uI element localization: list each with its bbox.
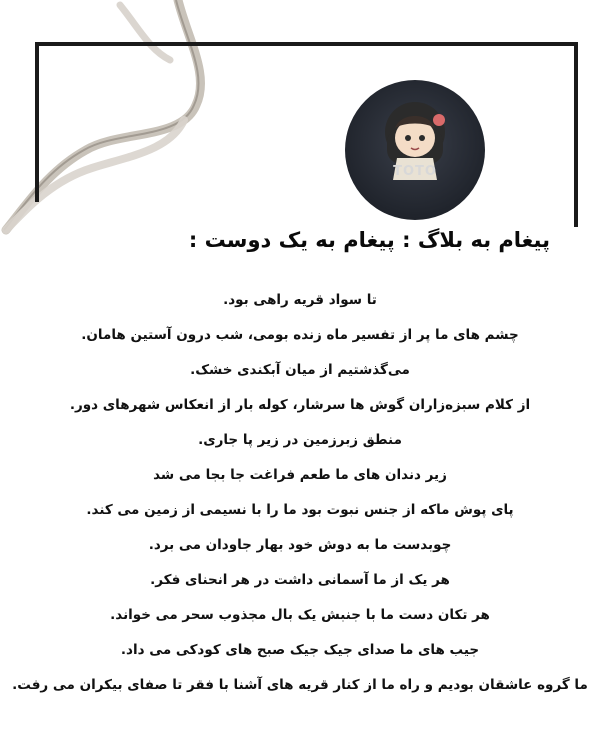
frame-right-border: [574, 42, 578, 227]
avatar-character-icon: [345, 80, 485, 220]
poem-line: چوبدست ما به دوش خود بهار جاودان می برد.: [148, 537, 452, 553]
frame-top-border: [35, 42, 575, 46]
avatar: [345, 80, 485, 220]
page-heading: پیغام به بلاگ : پیغام به یک دوست :: [188, 228, 550, 252]
poem-line: تا سواد قریه راهی بود.: [223, 292, 377, 308]
poem-line: پای پوش ماکه از جنس نبوت بود ما را با نسیمی از زمین می کند.: [86, 502, 514, 518]
poem-line: می‌گذشتیم از میان آبکندی خشک.: [190, 362, 410, 378]
avatar-label: TOTO: [393, 164, 437, 179]
poem-line: ما گروه عاشقان بودیم و راه ما از کنار قریه های آشنا با فقر تا صفای بیکران می رفت.: [12, 677, 588, 693]
frame-left-border: [35, 42, 39, 202]
poem-line: هر تکان دست ما با جنبش یک بال مجذوب سحر می خواند.: [110, 607, 490, 623]
poem-line: جیب های ما صدای جیک جیک صبح های کودکی می داد.: [120, 642, 480, 658]
poem-line: زیر دندان های ما طعم فراغت جا بجا می شد: [153, 467, 447, 483]
poem-body: [10, 283, 590, 703]
poem-line: از کلام سبزه‌زاران گوش ها سرشار، کوله بار از انعکاس شهرهای دور.: [69, 397, 531, 413]
poem-line: هر یک از ما آسمانی داشت در هر انحنای فکر.: [150, 572, 450, 588]
poem-line: منطق زبرزمین در زیر پا جاری.: [198, 432, 402, 448]
poem-line: چشم های ما پر از تفسیر ماه زنده بومی، شب درون آستین هامان.: [81, 327, 519, 343]
